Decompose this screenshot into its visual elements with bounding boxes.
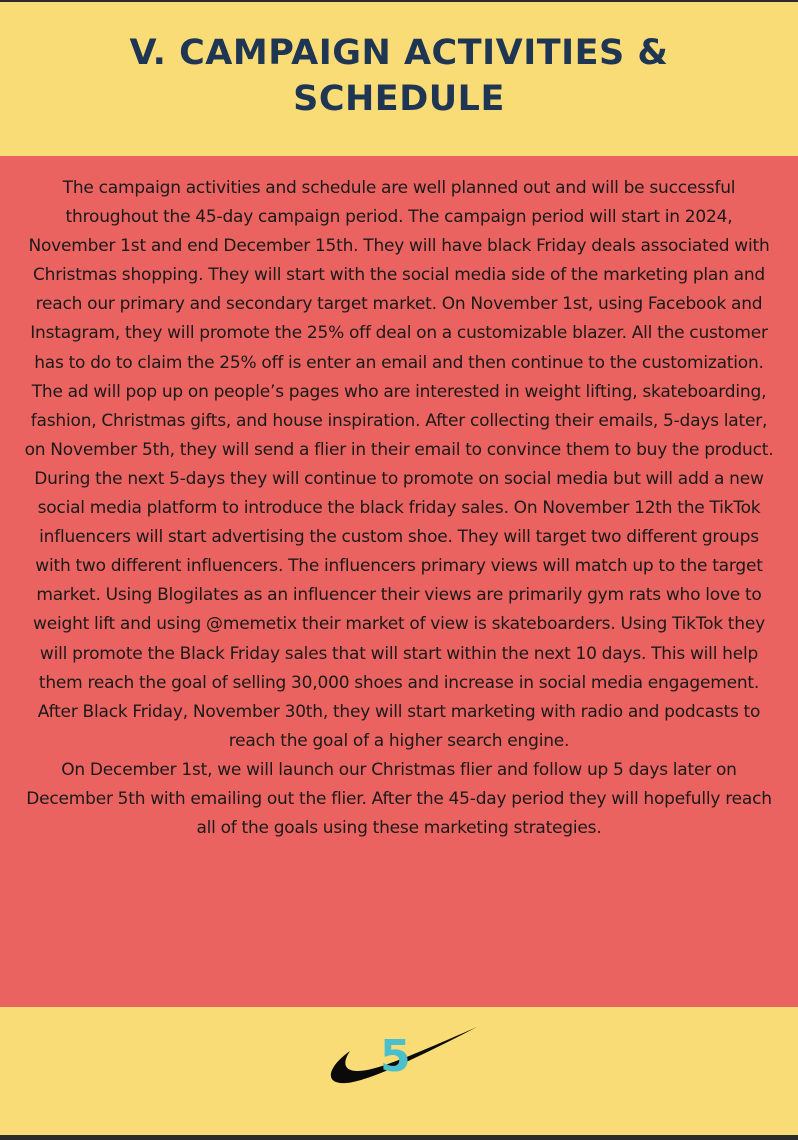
- header: [0, 2, 798, 156]
- paragraph-3: On December 1st, we will launch our Christmas flier and follow up 5 days later on December 5th with emailing out the flier. After the 45-day period they will hopefully reach all of the goals using these marketing strategies.: [26, 759, 772, 839]
- page-number: 5: [380, 1031, 411, 1082]
- paragraph-1: The campaign activities and schedule are well planned out and will be successful throughout the 45-day campaign period. The campaign period will start in 2024, November 1st and end December 15th. They will have black Friday deals associated with Christmas shopping. They will start with the social media side of the marketing plan and reach our primary and secondary target market. On November 1st, using Facebook and Instagram, they will promote the 25% off deal on a customizable blazer. All the customer has to do to claim the 25% off is enter an email and then continue to the customization. The ad will pop up on people’s pages who are interested in weight lifting, skateboarding, fashion, Christmas gifts, and house inspiration. After collecting their emails, 5-days later, on November 5th, they will send a flier in their email to convince them to buy the product.: [24, 178, 774, 460]
- title-line-1: V. CAMPAIGN ACTIVITIES &: [129, 33, 669, 73]
- content-panel: [0, 156, 798, 1007]
- body-text: [24, 174, 774, 843]
- page-title: [40, 30, 758, 122]
- bottom-edge: [0, 1135, 798, 1140]
- footer: [0, 1007, 798, 1135]
- title-line-2: SCHEDULE: [293, 79, 505, 119]
- logo: [322, 1025, 482, 1087]
- paragraph-2: During the next 5-days they will continue to promote on social media but will add a new social media platform to introduce the black friday sales. On November 12th the TikTok influencers will start advertising the custom shoe. They will target two different groups with two different influencers. The influencers primary views will match up to the target market. Using Blogilates as an influencer their views are primarily gym rats who love to weight lift and using @memetix their market of view is skateboarders. Using TikTok they will promote the Black Friday sales that will start within the next 10 days. This will help them reach the goal of selling 30,000 shoes and increase in social media engagement. After Black Friday, November 30th, they will start marketing with radio and podcasts to reach the goal of a higher search engine.: [33, 468, 765, 751]
- page: [0, 2, 798, 1135]
